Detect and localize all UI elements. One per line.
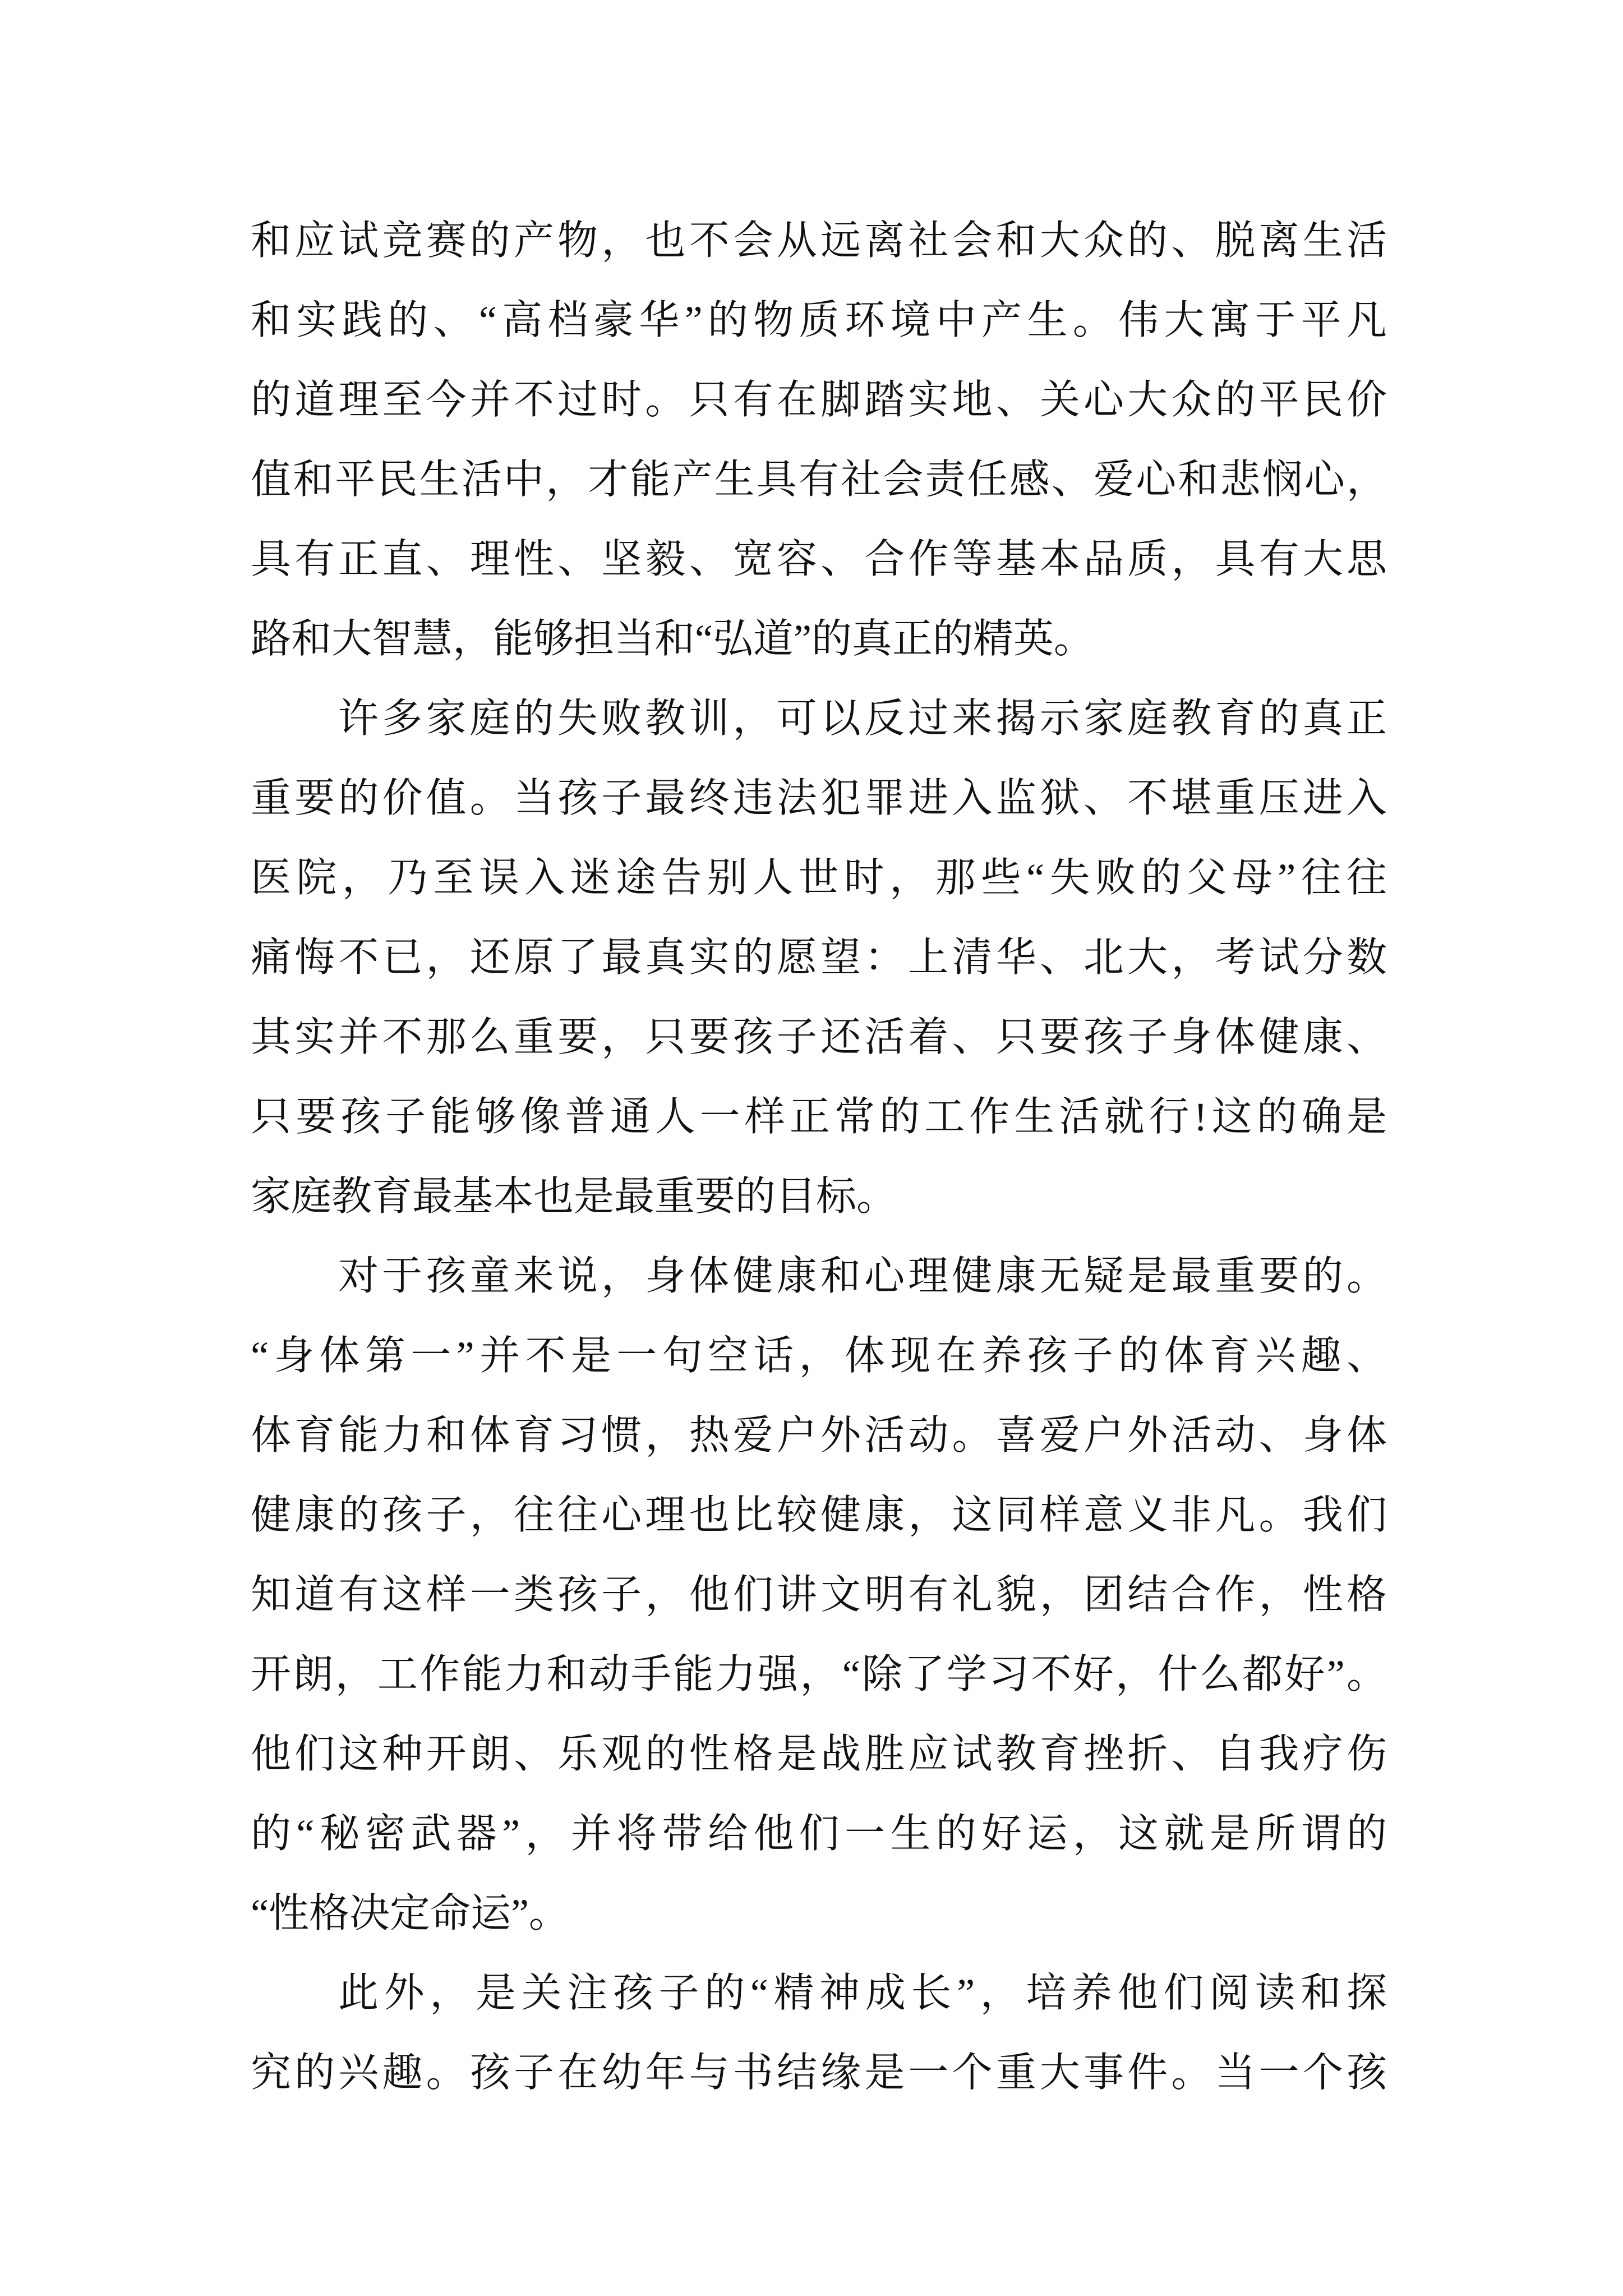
paragraph [251,679,1387,1236]
text-line: 他们这种开朗、乐观的性格是战胜应试教育挫折、自我疗伤 [251,1732,1387,1777]
text-line: 的“秘密武器”，并将带给他们一生的好运，这就是所谓的 [251,1811,1387,1856]
text-line: 路和大智慧，能够担当和“弘道”的真正的精英。 [251,616,1094,661]
text-line: 对于孩童来说，身体健康和心理健康无疑是最重要的。 [338,1254,1387,1299]
text-line: 究的兴趣。孩子在幼年与书结缘是一个重大事件。当一个孩 [251,2050,1387,2095]
text-line: 重要的价值。当孩子最终违法犯罪进入监狱、不堪重压进入 [251,776,1387,821]
text-line: 其实并不那么重要，只要孩子还活着、只要孩子身体健康、 [251,1015,1387,1060]
text-line: 体育能力和体育习惯，热爱户外活动。喜爱户外活动、身体 [251,1413,1387,1458]
text-line: 知道有这样一类孩子，他们讲文明有礼貌，团结合作，性格 [251,1572,1387,1617]
paragraph [251,201,1387,679]
paragraph [251,1236,1387,1953]
text-line: 此外，是关注孩子的“精神成长”，培养他们阅读和探 [338,1971,1387,2016]
text-line: 许多家庭的失败教训，可以反过来揭示家庭教育的真正 [338,696,1387,741]
text-line: 和应试竞赛的产物，也不会从远离社会和大众的、脱离生活 [251,218,1387,263]
text-line: 开朗，工作能力和动手能力强，“除了学习不好，什么都好”。 [251,1652,1387,1697]
text-line: 健康的孩子，往往心理也比较健康，这同样意义非凡。我们 [251,1493,1387,1538]
body-text [251,201,1387,2113]
text-line: “身体第一”并不是一句空话，体现在养孩子的体育兴趣、 [251,1333,1387,1378]
text-line: “性格决定命运”。 [251,1891,569,1936]
text-line: 的道理至今并不过时。只有在脚踏实地、关心大众的平民价 [251,378,1387,422]
text-line: 痛悔不已，还原了最真实的愿望：上清华、北大，考试分数 [251,935,1387,980]
paragraph [251,1953,1387,2113]
text-line: 值和平民生活中，才能产生具有社会责任感、爱心和悲悯心， [251,457,1387,502]
text-line: 医院，乃至误入迷途告别人世时，那些“失败的父母”往往 [251,855,1387,900]
text-line: 具有正直、理性、坚毅、宽容、合作等基本品质，具有大思 [251,537,1387,582]
text-line: 和实践的、“高档豪华”的物质环境中产生。伟大寓于平凡 [251,298,1387,343]
text-line: 家庭教育最基本也是最重要的目标。 [251,1174,897,1219]
text-line: 只要孩子能够像普通人一样正常的工作生活就行!这的确是 [251,1094,1387,1139]
